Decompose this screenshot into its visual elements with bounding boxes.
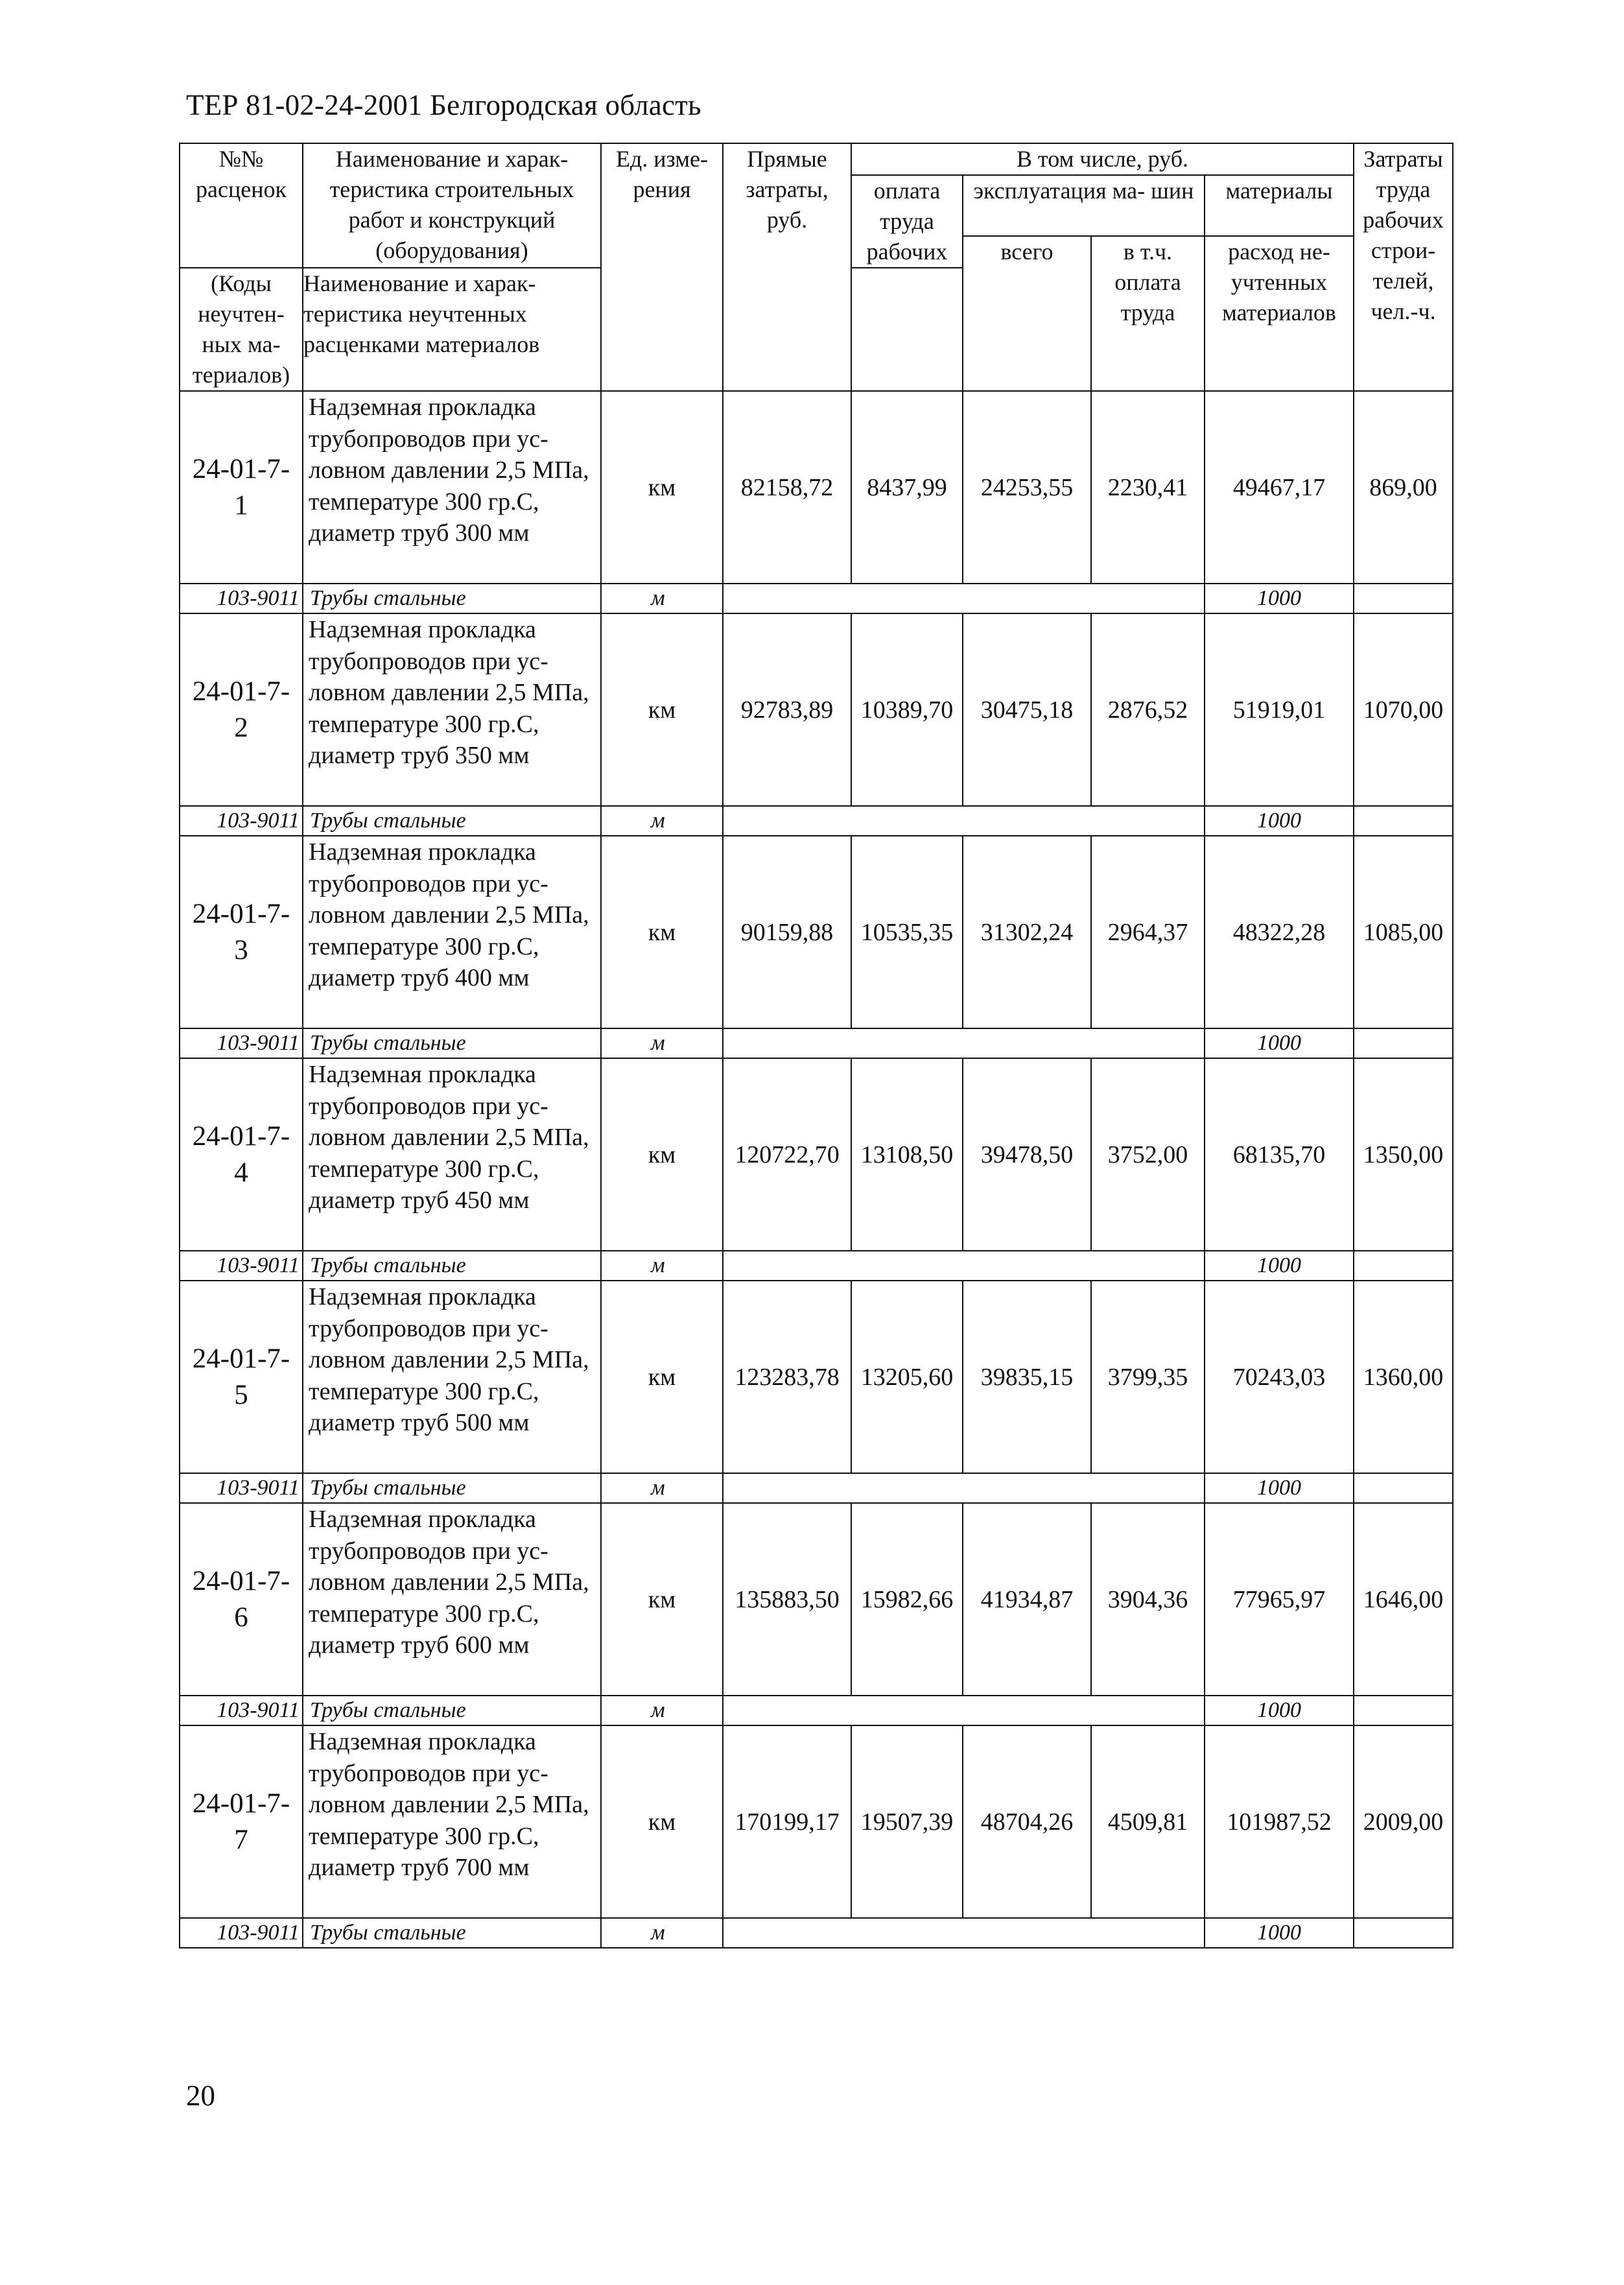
header-name-top: Наименование и харак- теристика строительных работ и конструкций (оборудования) xyxy=(303,143,601,268)
machines-total: 31302,24 xyxy=(963,836,1091,1028)
material-blank xyxy=(723,1918,1205,1948)
labor-cost: 2009,00 xyxy=(1354,1725,1453,1918)
material-row xyxy=(180,1028,1453,1058)
material-blank-end xyxy=(1354,1696,1453,1725)
materials: 48322,28 xyxy=(1205,836,1354,1028)
material-blank-end xyxy=(1354,1251,1453,1281)
unit: км xyxy=(601,1503,723,1696)
unit: км xyxy=(601,836,723,1028)
direct-costs: 120722,70 xyxy=(723,1058,851,1251)
direct-costs: 135883,50 xyxy=(723,1503,851,1696)
work-description: Надземная прокладка трубопроводов при ус- ловном давлении 2,5 МПа, температуре 300 гр.С, диаметр труб 600 мм xyxy=(303,1503,601,1696)
table-row xyxy=(180,613,1453,806)
header-name-bottom: Наименование и харак- теристика неучтенных расценками материалов xyxy=(303,268,601,391)
header-machines: эксплуатация ма- шин xyxy=(963,175,1205,236)
labor-pay: 8437,99 xyxy=(851,391,963,584)
machines-labor: 2964,37 xyxy=(1091,836,1205,1028)
work-description: Надземная прокладка трубопроводов при ус- ловном давлении 2,5 МПа, температуре 300 гр.С, диаметр труб 700 мм xyxy=(303,1725,601,1918)
header-code-top: №№ расценок xyxy=(180,143,303,268)
material-unit: м xyxy=(601,1473,723,1503)
rate-code: 24-01-7- 5 xyxy=(180,1281,303,1473)
rate-code: 24-01-7- 6 xyxy=(180,1503,303,1696)
header-materials-unaccounted: расход не- учтенных материалов xyxy=(1205,236,1354,391)
table-body xyxy=(180,391,1453,1948)
labor-pay: 10389,70 xyxy=(851,613,963,806)
header-labor-pay: оплата труда рабочих xyxy=(851,175,963,268)
rate-code: 24-01-7- 3 xyxy=(180,836,303,1028)
material-unit: м xyxy=(601,1028,723,1058)
header-including: В том числе, руб. xyxy=(851,143,1354,175)
work-description: Надземная прокладка трубопроводов при ус- ловном давлении 2,5 МПа, температуре 300 гр.С, диаметр труб 400 мм xyxy=(303,836,601,1028)
material-quantity: 1000 xyxy=(1205,1251,1354,1281)
labor-cost: 869,00 xyxy=(1354,391,1453,584)
direct-costs: 82158,72 xyxy=(723,391,851,584)
machines-labor: 3799,35 xyxy=(1091,1281,1205,1473)
material-name: Трубы стальные xyxy=(303,806,601,836)
machines-total: 30475,18 xyxy=(963,613,1091,806)
material-unit: м xyxy=(601,1696,723,1725)
table-row xyxy=(180,836,1453,1028)
machines-total: 41934,87 xyxy=(963,1503,1091,1696)
header-materials: материалы xyxy=(1205,175,1354,236)
labor-cost: 1085,00 xyxy=(1354,836,1453,1028)
machines-labor: 3904,36 xyxy=(1091,1503,1205,1696)
unit: км xyxy=(601,1725,723,1918)
machines-labor: 3752,00 xyxy=(1091,1058,1205,1251)
material-quantity: 1000 xyxy=(1205,806,1354,836)
labor-pay: 10535,35 xyxy=(851,836,963,1028)
work-description: Надземная прокладка трубопроводов при ус- ловном давлении 2,5 МПа, температуре 300 гр.С, диаметр труб 450 мм xyxy=(303,1058,601,1251)
material-code: 103-9011 xyxy=(180,1696,303,1725)
table-header xyxy=(180,143,1453,391)
material-name: Трубы стальные xyxy=(303,1696,601,1725)
labor-pay: 15982,66 xyxy=(851,1503,963,1696)
material-quantity: 1000 xyxy=(1205,1696,1354,1725)
labor-pay: 13205,60 xyxy=(851,1281,963,1473)
material-code: 103-9011 xyxy=(180,1918,303,1948)
material-code: 103-9011 xyxy=(180,806,303,836)
material-unit: м xyxy=(601,1918,723,1948)
direct-costs: 92783,89 xyxy=(723,613,851,806)
material-name: Трубы стальные xyxy=(303,584,601,613)
material-unit: м xyxy=(601,584,723,613)
machines-total: 48704,26 xyxy=(963,1725,1091,1918)
work-description: Надземная прокладка трубопроводов при ус- ловном давлении 2,5 МПа, температуре 300 гр.С, диаметр труб 300 мм xyxy=(303,391,601,584)
materials: 51919,01 xyxy=(1205,613,1354,806)
header-unit: Ед. изме- рения xyxy=(601,143,723,391)
table-row xyxy=(180,391,1453,584)
material-blank xyxy=(723,1696,1205,1725)
materials: 70243,03 xyxy=(1205,1281,1354,1473)
work-description: Надземная прокладка трубопроводов при ус- ловном давлении 2,5 МПа, температуре 300 гр.С, диаметр труб 350 мм xyxy=(303,613,601,806)
material-code: 103-9011 xyxy=(180,1251,303,1281)
material-row xyxy=(180,1473,1453,1503)
material-unit: м xyxy=(601,1251,723,1281)
materials: 77965,97 xyxy=(1205,1503,1354,1696)
direct-costs: 90159,88 xyxy=(723,836,851,1028)
material-blank-end xyxy=(1354,1473,1453,1503)
material-blank xyxy=(723,1028,1205,1058)
direct-costs: 170199,17 xyxy=(723,1725,851,1918)
material-row xyxy=(180,584,1453,613)
labor-cost: 1646,00 xyxy=(1354,1503,1453,1696)
labor-cost: 1360,00 xyxy=(1354,1281,1453,1473)
material-row xyxy=(180,806,1453,836)
unit: км xyxy=(601,391,723,584)
machines-labor: 2230,41 xyxy=(1091,391,1205,584)
unit: км xyxy=(601,1281,723,1473)
header-direct-costs: Прямые затраты, руб. xyxy=(723,143,851,391)
labor-cost: 1350,00 xyxy=(1354,1058,1453,1251)
rate-code: 24-01-7- 2 xyxy=(180,613,303,806)
header-machines-total: всего xyxy=(963,236,1091,391)
material-blank xyxy=(723,806,1205,836)
work-description: Надземная прокладка трубопроводов при ус- ловном давлении 2,5 МПа, температуре 300 гр.С, диаметр труб 500 мм xyxy=(303,1281,601,1473)
rate-code: 24-01-7- 1 xyxy=(180,391,303,584)
material-row xyxy=(180,1251,1453,1281)
machines-labor: 4509,81 xyxy=(1091,1725,1205,1918)
unit: км xyxy=(601,1058,723,1251)
material-blank-end xyxy=(1354,806,1453,836)
machines-labor: 2876,52 xyxy=(1091,613,1205,806)
machines-total: 39835,15 xyxy=(963,1281,1091,1473)
labor-pay: 13108,50 xyxy=(851,1058,963,1251)
material-code: 103-9011 xyxy=(180,1473,303,1503)
labor-pay: 19507,39 xyxy=(851,1725,963,1918)
material-blank xyxy=(723,1251,1205,1281)
material-quantity: 1000 xyxy=(1205,1473,1354,1503)
material-blank xyxy=(723,1473,1205,1503)
material-blank-end xyxy=(1354,1028,1453,1058)
material-blank-end xyxy=(1354,1918,1453,1948)
material-quantity: 1000 xyxy=(1205,584,1354,613)
unit: км xyxy=(601,613,723,806)
document-header: ТЕР 81-02-24-2001 Белгородская область xyxy=(186,89,701,121)
materials: 101987,52 xyxy=(1205,1725,1354,1918)
page-number: 20 xyxy=(186,2079,215,2112)
material-code: 103-9011 xyxy=(180,584,303,613)
table-row xyxy=(180,1281,1453,1473)
machines-total: 24253,55 xyxy=(963,391,1091,584)
material-unit: м xyxy=(601,806,723,836)
material-quantity: 1000 xyxy=(1205,1918,1354,1948)
materials: 68135,70 xyxy=(1205,1058,1354,1251)
material-name: Трубы стальные xyxy=(303,1251,601,1281)
material-code: 103-9011 xyxy=(180,1028,303,1058)
material-blank-end xyxy=(1354,584,1453,613)
material-quantity: 1000 xyxy=(1205,1028,1354,1058)
rate-code: 24-01-7- 7 xyxy=(180,1725,303,1918)
header-labor-pay-spacer xyxy=(851,268,963,391)
rate-code: 24-01-7- 4 xyxy=(180,1058,303,1251)
material-blank xyxy=(723,584,1205,613)
labor-cost: 1070,00 xyxy=(1354,613,1453,806)
material-name: Трубы стальные xyxy=(303,1918,601,1948)
materials: 49467,17 xyxy=(1205,391,1354,584)
rates-table xyxy=(179,143,1453,1948)
header-code-bottom: (Коды неучтен- ных ма- териалов) xyxy=(180,268,303,391)
machines-total: 39478,50 xyxy=(963,1058,1091,1251)
table-row xyxy=(180,1725,1453,1918)
table-row xyxy=(180,1503,1453,1696)
direct-costs: 123283,78 xyxy=(723,1281,851,1473)
material-row xyxy=(180,1918,1453,1948)
header-labor-cost: Затраты труда рабочих строи- телей, чел.-ч. xyxy=(1354,143,1453,391)
material-name: Трубы стальные xyxy=(303,1473,601,1503)
table-row xyxy=(180,1058,1453,1251)
material-row xyxy=(180,1696,1453,1725)
material-name: Трубы стальные xyxy=(303,1028,601,1058)
header-machines-labor: в т.ч. оплата труда xyxy=(1091,236,1205,391)
